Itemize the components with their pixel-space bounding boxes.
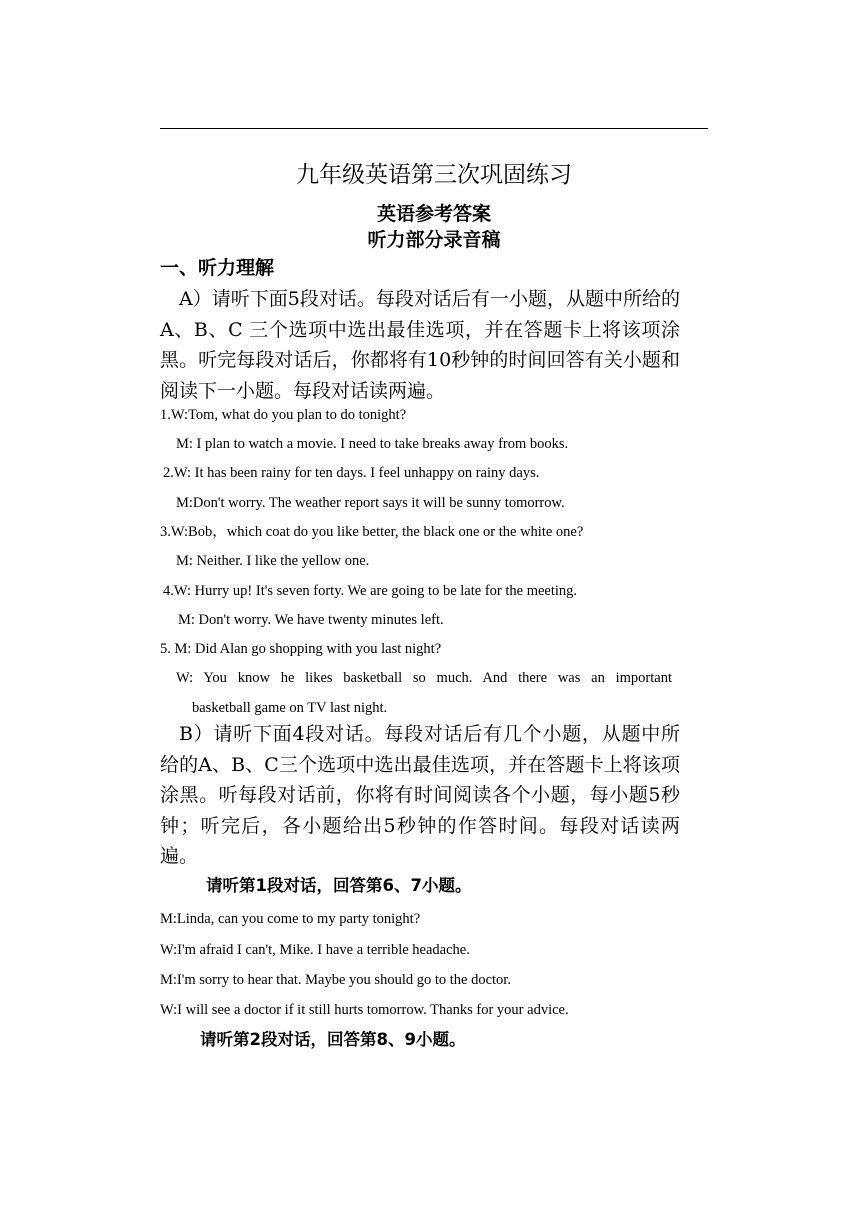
dialogue-line: M:I'm sorry to hear that. Maybe you should go to the doctor. bbox=[160, 972, 511, 988]
dialogue-prompt: 请听第1段对话，回答第6、7小题。 bbox=[206, 876, 472, 895]
transcript-subtitle: 听力部分录音稿 bbox=[367, 229, 501, 251]
dialogue-line: W: You know he likes basketball so much. And there was an important bbox=[176, 670, 672, 686]
dialogue-line: 2.W: It has been rainy for ten days. I feel unhappy on rainy days. bbox=[163, 465, 540, 481]
header-rule bbox=[160, 128, 708, 129]
section-heading: 一、听力理解 bbox=[160, 257, 275, 279]
document-title: 九年级英语第三次巩固练习 bbox=[296, 162, 572, 188]
dialogue-line: 1.W:Tom, what do you plan to do tonight? bbox=[160, 407, 407, 423]
dialogue-line: M:Don't worry. The weather report says it will be sunny tomorrow. bbox=[176, 495, 565, 511]
dialogue-line: 5. M: Did Alan go shopping with you last night? bbox=[160, 641, 442, 657]
dialogue-line: 3.W:Bob，which coat do you like better, the black one or the white one? bbox=[160, 524, 584, 540]
answer-key-subtitle: 英语参考答案 bbox=[376, 203, 491, 225]
part-b-instruction: B）请听下面4段对话。每段对话后有几个小题，从题中所给的A、B、C三个选项中选出最佳选项，并在答题卡上将该项涂黑。听每段对话前，你将有时间阅读各个小题，每小题5秒钟；听完后，各小题给出5秒钟的作答时间。每段对话读两遍。 bbox=[160, 723, 680, 867]
dialogue-line: M: I plan to watch a movie. I need to take breaks away from books. bbox=[176, 436, 569, 452]
dialogue-prompt: 请听第2段对话，回答第8、9小题。 bbox=[200, 1030, 466, 1049]
dialogue-line: W:I will see a doctor if it still hurts tomorrow. Thanks for your advice. bbox=[160, 1002, 569, 1018]
dialogue-line: M: Neither. I like the yellow one. bbox=[176, 553, 370, 569]
part-a-instruction: A）请听下面5段对话。每段对话后有一小题，从题中所给的A、B、C 三个选项中选出最佳选项，并在答题卡上将该项涂黑。听完每段对话后，你都将有10秒钟的时间回答有关小题和阅读下一小题。每段对话读两遍。 bbox=[160, 288, 680, 402]
dialogue-line: basketball game on TV last night. bbox=[192, 700, 388, 716]
dialogue-line: M:Linda, can you come to my party tonight? bbox=[160, 911, 421, 927]
dialogue-line: M: Don't worry. We have twenty minutes left. bbox=[178, 612, 444, 628]
dialogue-line: 4.W: Hurry up! It's seven forty. We are going to be late for the meeting. bbox=[163, 583, 578, 599]
dialogue-line: W:I'm afraid I can't, Mike. I have a terrible headache. bbox=[160, 942, 470, 958]
